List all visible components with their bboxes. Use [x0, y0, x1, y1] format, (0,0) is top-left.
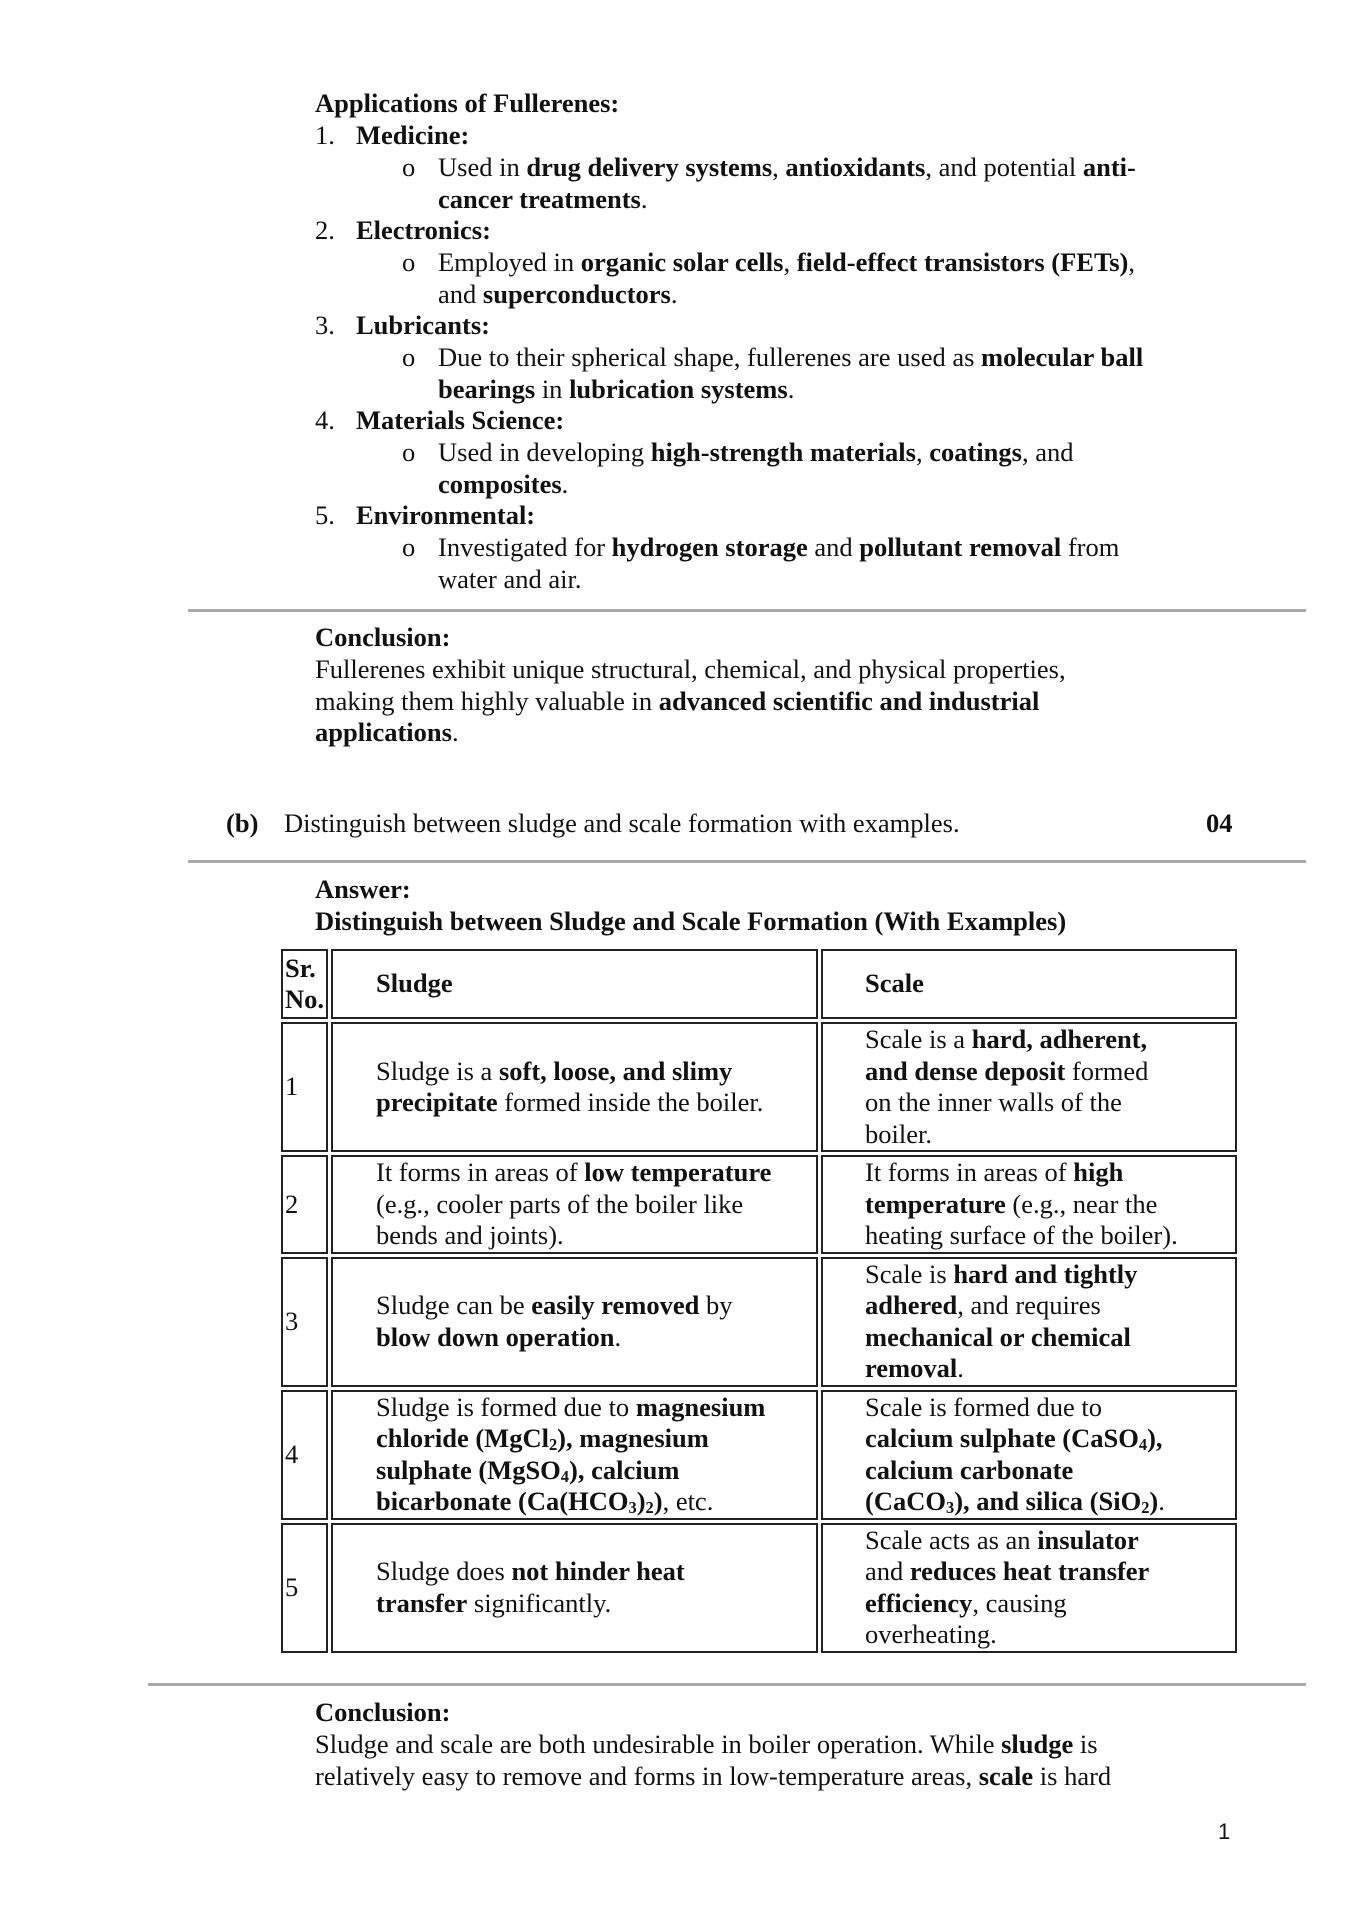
- application-item: [315, 120, 469, 152]
- header-sr-no: Sr. No.: [281, 949, 328, 1019]
- conclusion-heading: Conclusion:: [315, 622, 451, 652]
- header-sludge: Sludge: [331, 949, 818, 1019]
- page-number: 1: [1218, 1819, 1231, 1844]
- item-heading: Medicine:: [356, 120, 470, 150]
- question-label: (b): [226, 808, 259, 838]
- question-text: Distinguish between sludge and scale formation with examples.: [284, 808, 960, 838]
- divider: [188, 609, 1306, 612]
- row-sr-no: 2: [281, 1155, 328, 1254]
- row-scale-cell: Scale is formed due to calcium sulphate (CaSO$_4$), calcium carbonate (CaCO$_3$), and silica (SiO$_2$).: [821, 1390, 1237, 1520]
- item-number: 4.: [315, 405, 335, 435]
- table-row: [281, 1155, 1237, 1254]
- table-row: [281, 1022, 1237, 1152]
- item-heading: Environmental:: [356, 500, 536, 530]
- comparison-table: [278, 946, 1240, 1656]
- bullet-marker: o: [402, 152, 416, 182]
- bullet-text: Used in developing high-strength materials, coatings, and composites.: [438, 437, 1074, 499]
- application-item: [315, 500, 535, 532]
- row-sludge-cell: It forms in areas of low temperature (e.g., cooler parts of the boiler like bends and joints).: [331, 1155, 818, 1254]
- conclusion-text: Sludge and scale are both undesirable in boiler operation. While sludge is relatively easy to remove and forms in low-temperature areas, scale is hard: [315, 1729, 1112, 1791]
- row-sludge-cell: Sludge does not hinder heat transfer significantly.: [331, 1523, 818, 1653]
- question-marks: 04: [1206, 808, 1233, 838]
- item-heading: Electronics:: [356, 215, 491, 245]
- item-heading: Materials Science:: [356, 405, 565, 435]
- bullet-text: Due to their spherical shape, fullerenes are used as molecular ball bearings in lubrication systems.: [438, 342, 1144, 404]
- bullet-text: Used in drug delivery systems, antioxidants, and potential anti- cancer treatments.: [438, 152, 1136, 214]
- row-sludge-cell: Sludge is formed due to magnesium chloride (MgCl$_2$), magnesium sulphate (MgSO$_4$), calcium bicarbonate $(Ca(HCO_3)_2)$, etc.: [331, 1390, 818, 1520]
- conclusion-text: Fullerenes exhibit unique structural, chemical, and physical properties, making them highly valuable in advanced scientific and industrial applications.: [315, 654, 1066, 747]
- item-number: 1.: [315, 120, 335, 150]
- application-item: [315, 215, 491, 247]
- answer-heading: Answer:: [315, 874, 411, 904]
- application-item: [315, 405, 564, 437]
- bullet-text: Investigated for hydrogen storage and pollutant removal from water and air.: [438, 532, 1120, 594]
- row-scale-cell: Scale is hard and tightly adhered, and requires mechanical or chemical removal.: [821, 1257, 1237, 1387]
- row-scale-cell: Scale acts as an insulator and reduces heat transfer efficiency, causing overheating.: [821, 1523, 1237, 1653]
- row-sr-no: 1: [281, 1022, 328, 1152]
- item-number: 2.: [315, 215, 335, 245]
- answer-subheading: Distinguish between Sludge and Scale Formation (With Examples): [315, 906, 1067, 936]
- header-scale: Scale: [821, 949, 1237, 1019]
- application-item: [315, 310, 490, 342]
- row-scale-cell: It forms in areas of high temperature (e.g., near the heating surface of the boiler).: [821, 1155, 1237, 1254]
- item-number: 5.: [315, 500, 335, 530]
- table-header-row: [281, 949, 1237, 1019]
- conclusion-heading: Conclusion:: [315, 1697, 451, 1727]
- row-sludge-cell: Sludge can be easily removed by blow down operation.: [331, 1257, 818, 1387]
- table-row: [281, 1257, 1237, 1387]
- item-heading: Lubricants:: [356, 310, 490, 340]
- row-sr-no: 5: [281, 1523, 328, 1653]
- bullet-marker: o: [402, 342, 416, 372]
- bullet-marker: o: [402, 532, 416, 562]
- row-sludge-cell: Sludge is a soft, loose, and slimy precipitate formed inside the boiler.: [331, 1022, 818, 1152]
- bullet-marker: o: [402, 247, 416, 277]
- bullet-text: Employed in organic solar cells, field-effect transistors (FETs), and superconductors.: [438, 247, 1135, 309]
- table-row: [281, 1390, 1237, 1520]
- section-title: Applications of Fullerenes:: [315, 88, 620, 118]
- row-sr-no: 3: [281, 1257, 328, 1387]
- divider: [148, 1683, 1306, 1686]
- table-row: [281, 1523, 1237, 1653]
- item-number: 3.: [315, 310, 335, 340]
- row-scale-cell: Scale is a hard, adherent, and dense deposit formed on the inner walls of the boiler.: [821, 1022, 1237, 1152]
- row-sr-no: 4: [281, 1390, 328, 1520]
- bullet-marker: o: [402, 437, 416, 467]
- divider: [188, 860, 1306, 863]
